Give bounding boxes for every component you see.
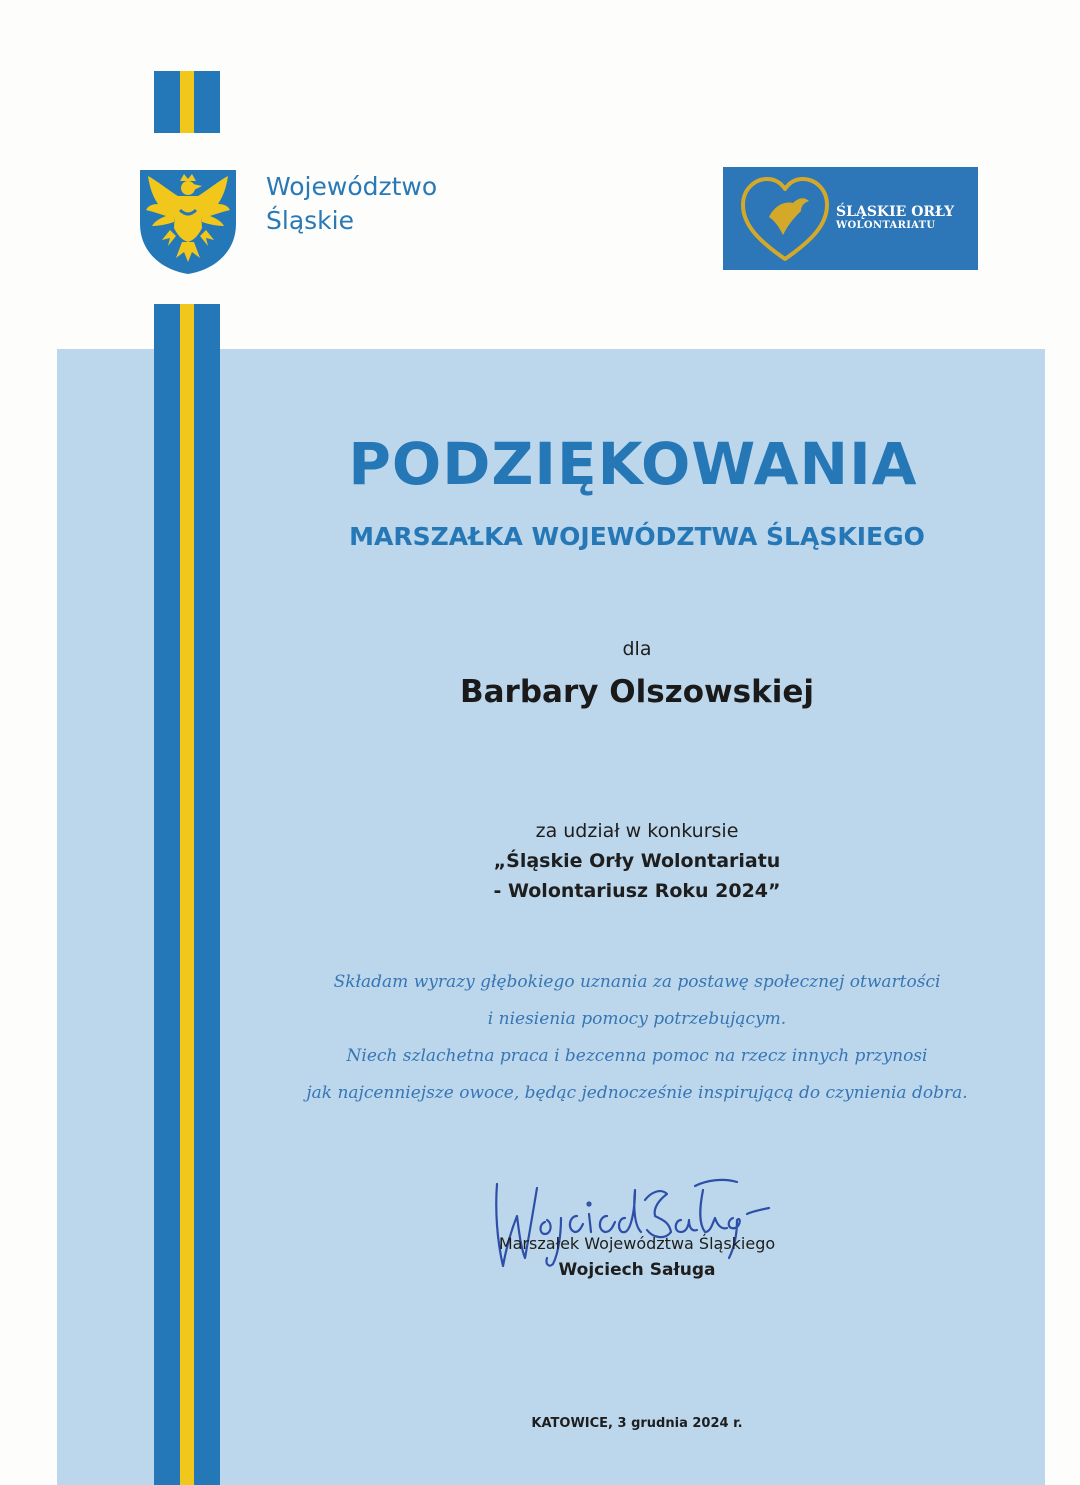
reason-line3: - Wolontariusz Roku 2024” (493, 880, 781, 902)
recipient-name: Barbary Olszowskiej (460, 674, 814, 710)
slaskie-orly-badge (723, 167, 978, 270)
badge-line1: ŚLĄSKIE ORŁY (836, 204, 955, 220)
appreciation-quote (57, 964, 1080, 1112)
reason-line1: za udział w konkursie (535, 820, 739, 842)
quote-line-1: Składam wyrazy głębokiego uznania za postawę społecznej otwartości (333, 972, 941, 992)
reason-line2: „Śląskie Orły Wolontariatu (493, 850, 781, 872)
silesia-eagle-crest-icon (138, 166, 238, 276)
certificate-subtitle: MARSZAŁKA WOJEWÓDZTWA ŚLĄSKIEGO (349, 522, 925, 551)
certificate-title: PODZIĘKOWANIA (348, 430, 918, 498)
place-and-date: KATOWICE, 3 grudnia 2024 r. (531, 1416, 743, 1431)
region-name-line1: Województwo (266, 172, 438, 201)
quote-line-2: i niesienia pomocy potrzebującym. (487, 1009, 787, 1029)
region-name (266, 170, 437, 238)
region-name-line2: Śląskie (266, 206, 354, 235)
handwritten-signature (485, 1160, 785, 1274)
award-reason (57, 816, 1080, 906)
badge-line2: WOLONTARIATU (836, 220, 936, 231)
signer-name: Wojciech Saługa (558, 1260, 716, 1280)
signer-role: Marszałek Województwa Śląskiego (498, 1234, 776, 1253)
heart-eagle-logo-icon (739, 175, 831, 263)
quote-line-3: Niech szlachetna praca i bezcenna pomoc na rzecz innych przynosi (346, 1046, 928, 1066)
flag-stripe-top (154, 71, 220, 133)
quote-line-4: jak najcenniejsze owoce, będąc jednocześnie inspirującą do czynienia dobra. (306, 1083, 968, 1103)
for-word: dla (622, 638, 652, 660)
